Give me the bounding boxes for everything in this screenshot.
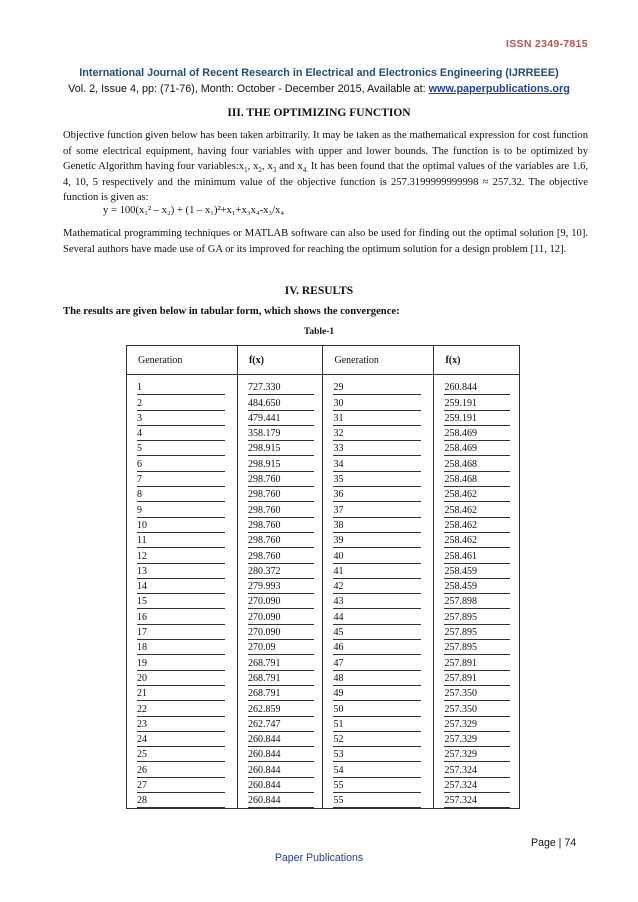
table-row <box>127 548 520 563</box>
table-cell-value: 10 <box>137 519 225 533</box>
table-cell <box>323 533 434 548</box>
table-cell <box>237 441 323 456</box>
table-cell-value: 20 <box>137 672 225 686</box>
table-cell-value: 257.895 <box>444 641 510 655</box>
table-cell <box>237 456 323 471</box>
table-cell <box>323 609 434 624</box>
table-cell <box>127 579 238 594</box>
table-cell <box>323 625 434 640</box>
table-cell-value: 258.459 <box>444 580 510 594</box>
table-cell <box>237 487 323 502</box>
table-cell-value: 33 <box>333 442 421 456</box>
table-cell-value: 21 <box>137 687 225 701</box>
table-cell-value: 298.760 <box>248 488 314 502</box>
table-cell-value: 25 <box>137 748 225 762</box>
table-cell <box>127 778 238 793</box>
table-cell <box>323 579 434 594</box>
header-generation-2: Generation <box>323 346 434 375</box>
table-caption: Table-1 <box>303 327 335 337</box>
journal-url-link[interactable]: www.paperpublications.org <box>428 83 570 95</box>
table-cell-value: 268.791 <box>248 672 314 686</box>
table-cell-value: 257.350 <box>444 703 510 717</box>
table-cell-value: 49 <box>333 687 421 701</box>
table-cell-value: 257.324 <box>444 764 510 778</box>
table-cell <box>323 701 434 716</box>
table-cell-value: 40 <box>333 550 421 564</box>
table-cell-value: 43 <box>333 595 421 609</box>
page-number: Page | 74 <box>531 837 577 849</box>
section-3-paragraph-2: Mathematical programming techniques or MATLAB software can also be used for finding out the optimal solution [9, 10]. Several authors have made use of GA or its improved for reaching the optimum solution for a design problem [11, 12]. <box>63 228 588 255</box>
table-row <box>127 701 520 716</box>
table-cell <box>434 778 520 793</box>
table-cell <box>237 762 323 777</box>
table-row <box>127 793 520 809</box>
table-cell-value: 22 <box>137 703 225 717</box>
table-cell-value: 30 <box>333 397 421 411</box>
table-row <box>127 625 520 640</box>
table-cell <box>237 686 323 701</box>
table-cell <box>323 502 434 517</box>
table-cell <box>237 671 323 686</box>
table-cell <box>323 793 434 809</box>
table-cell-value: 54 <box>333 764 421 778</box>
table-cell <box>323 778 434 793</box>
table-cell-value: 258.469 <box>444 427 510 441</box>
table-cell-value: 257.891 <box>444 672 510 686</box>
table-cell-value: 2 <box>137 397 225 411</box>
table-cell-value: 34 <box>333 458 421 472</box>
table-cell <box>434 441 520 456</box>
table-cell <box>127 762 238 777</box>
table-cell-value: 257.350 <box>444 687 510 701</box>
table-cell <box>237 732 323 747</box>
table-cell-value: 260.844 <box>444 381 510 395</box>
convergence-table <box>126 345 520 809</box>
table-cell <box>127 411 238 426</box>
table-cell-value: 28 <box>137 794 225 808</box>
table-cell-value: 257.891 <box>444 657 510 671</box>
table-cell <box>127 732 238 747</box>
table-cell-value: 55 <box>333 779 421 793</box>
table-cell <box>434 762 520 777</box>
table-cell-value: 279.993 <box>248 580 314 594</box>
table-cell <box>127 686 238 701</box>
table-cell <box>434 579 520 594</box>
section-3-heading: III. THE OPTIMIZING FUNCTION <box>227 107 411 119</box>
table-row <box>127 655 520 670</box>
table-cell <box>323 732 434 747</box>
table-cell-value: 262.859 <box>248 703 314 717</box>
table-cell <box>434 625 520 640</box>
table-cell <box>434 717 520 732</box>
table-cell <box>323 640 434 655</box>
table-cell-value: 31 <box>333 412 421 426</box>
table-cell <box>237 502 323 517</box>
table-row <box>127 778 520 793</box>
table-cell <box>237 426 323 441</box>
volume-info <box>0 83 638 95</box>
table-cell-value: 38 <box>333 519 421 533</box>
table-cell-value: 270.090 <box>248 611 314 625</box>
table-cell <box>237 778 323 793</box>
table-cell-value: 262.747 <box>248 718 314 732</box>
table-cell <box>237 655 323 670</box>
table-cell <box>127 717 238 732</box>
table-cell-value: 17 <box>137 626 225 640</box>
table-cell-value: 257.895 <box>444 626 510 640</box>
table-cell <box>323 747 434 762</box>
table-row <box>127 533 520 548</box>
table-cell-value: 51 <box>333 718 421 732</box>
table-cell-value: 35 <box>333 473 421 487</box>
table-cell-value: 53 <box>333 748 421 762</box>
table-cell <box>127 533 238 548</box>
table-cell-value: 13 <box>137 565 225 579</box>
table-cell-value: 258.462 <box>444 504 510 518</box>
table-cell <box>127 793 238 809</box>
section-4-heading: IV. RESULTS <box>284 285 354 297</box>
objective-formula: y = 100(x₁² – x₂) + (1 – x₁)²+x₁+x₃x₄-x₃/x₄ <box>103 205 285 216</box>
table-cell <box>323 594 434 609</box>
table-cell <box>434 380 520 395</box>
table-cell <box>434 548 520 563</box>
table-row <box>127 717 520 732</box>
table-cell <box>127 701 238 716</box>
header-fx-1: f(x) <box>237 346 323 375</box>
table-cell-value: 29 <box>333 381 421 395</box>
table-cell-value: 298.760 <box>248 534 314 548</box>
table-cell-value: 24 <box>137 733 225 747</box>
table-row <box>127 472 520 487</box>
table-cell <box>434 594 520 609</box>
table-cell <box>323 395 434 410</box>
publisher-footer: Paper Publications <box>274 852 364 864</box>
table-cell-value: 260.844 <box>248 794 314 808</box>
table-cell <box>434 655 520 670</box>
table-cell-value: 27 <box>137 779 225 793</box>
table-cell-value: 9 <box>137 504 225 518</box>
table-cell-value: 18 <box>137 641 225 655</box>
table-cell <box>127 487 238 502</box>
table-cell-value: 6 <box>137 458 225 472</box>
table-cell <box>237 548 323 563</box>
table-row <box>127 380 520 395</box>
table-row <box>127 441 520 456</box>
table-cell <box>127 518 238 533</box>
table-cell <box>127 548 238 563</box>
table-cell <box>127 625 238 640</box>
issn-label: ISSN 2349-7815 <box>506 38 588 50</box>
table-cell-value: 41 <box>333 565 421 579</box>
table-cell-value: 1 <box>137 381 225 395</box>
table-cell <box>237 640 323 655</box>
table-cell <box>127 671 238 686</box>
table-header-row <box>127 346 520 375</box>
table-cell-value: 44 <box>333 611 421 625</box>
table-cell <box>434 472 520 487</box>
table-cell <box>434 411 520 426</box>
table-cell-value: 257.329 <box>444 733 510 747</box>
journal-title: International Journal of Recent Research in Electrical and Electronics Engineering (IJRREEE) <box>79 67 559 79</box>
table-row <box>127 686 520 701</box>
table-cell-value: 32 <box>333 427 421 441</box>
table-cell-value: 257.324 <box>444 779 510 793</box>
table-row <box>127 426 520 441</box>
header-fx-2: f(x) <box>434 346 520 375</box>
table-cell <box>127 380 238 395</box>
table-cell <box>237 579 323 594</box>
table-cell <box>434 533 520 548</box>
table-cell <box>323 762 434 777</box>
table-cell-value: 47 <box>333 657 421 671</box>
table-cell <box>127 609 238 624</box>
table-cell-value: 46 <box>333 641 421 655</box>
table-cell <box>237 564 323 579</box>
table-cell-value: 4 <box>137 427 225 441</box>
table-cell <box>127 564 238 579</box>
table-cell <box>323 380 434 395</box>
table-cell <box>323 564 434 579</box>
table-row <box>127 579 520 594</box>
table-cell <box>434 487 520 502</box>
table-cell-value: 5 <box>137 442 225 456</box>
table-cell-value: 23 <box>137 718 225 732</box>
table-cell <box>127 655 238 670</box>
table-cell-value: 55 <box>333 794 421 808</box>
table-cell <box>127 441 238 456</box>
table-cell-value: 268.791 <box>248 657 314 671</box>
table-cell <box>237 395 323 410</box>
results-lead-text: The results are given below in tabular form, which shows the convergence: <box>63 306 400 317</box>
table-cell-value: 358.179 <box>248 427 314 441</box>
header-generation-1: Generation <box>127 346 238 375</box>
table-cell-value: 258.459 <box>444 565 510 579</box>
table-cell <box>434 701 520 716</box>
table-cell-value: 257.324 <box>444 794 510 808</box>
table-cell-value: 258.469 <box>444 442 510 456</box>
table-cell <box>237 411 323 426</box>
table-cell <box>237 533 323 548</box>
table-cell <box>237 701 323 716</box>
table-cell-value: 26 <box>137 764 225 778</box>
table-cell-value: 484.650 <box>248 397 314 411</box>
table-row <box>127 594 520 609</box>
table-cell-value: 259.191 <box>444 397 510 411</box>
table-cell-value: 270.090 <box>248 626 314 640</box>
table-cell <box>434 564 520 579</box>
table-cell-value: 42 <box>333 580 421 594</box>
table-cell <box>127 426 238 441</box>
table-cell <box>434 395 520 410</box>
table-row <box>127 502 520 517</box>
table-cell-value: 257.895 <box>444 611 510 625</box>
table-cell <box>127 640 238 655</box>
table-cell <box>434 793 520 809</box>
table-cell <box>127 395 238 410</box>
table-cell-value: 268.791 <box>248 687 314 701</box>
table-cell-value: 11 <box>137 534 225 548</box>
table-cell-value: 298.760 <box>248 473 314 487</box>
table-cell-value: 12 <box>137 550 225 564</box>
table-cell <box>237 594 323 609</box>
table-cell-value: 479.441 <box>248 412 314 426</box>
table-cell-value: 45 <box>333 626 421 640</box>
table-row <box>127 609 520 624</box>
table-cell-value: 298.760 <box>248 550 314 564</box>
table-cell <box>323 717 434 732</box>
table-cell-value: 298.760 <box>248 504 314 518</box>
table-row <box>127 564 520 579</box>
table-row <box>127 395 520 410</box>
table-cell-value: 39 <box>333 534 421 548</box>
table-cell-value: 257.898 <box>444 595 510 609</box>
table-cell-value: 15 <box>137 595 225 609</box>
table-cell-value: 259.191 <box>444 412 510 426</box>
table-cell-value: 298.760 <box>248 519 314 533</box>
table-cell <box>127 472 238 487</box>
table-cell <box>323 426 434 441</box>
table-cell <box>127 502 238 517</box>
table-cell <box>323 686 434 701</box>
table-row <box>127 640 520 655</box>
table-cell <box>323 671 434 686</box>
table-cell <box>237 747 323 762</box>
table-cell <box>237 625 323 640</box>
table-cell-value: 14 <box>137 580 225 594</box>
table-row <box>127 747 520 762</box>
table-cell-value: 48 <box>333 672 421 686</box>
table-cell-value: 258.468 <box>444 458 510 472</box>
table-cell-value: 260.844 <box>248 764 314 778</box>
table-cell-value: 258.462 <box>444 534 510 548</box>
table-cell-value: 52 <box>333 733 421 747</box>
table-cell-value: 3 <box>137 412 225 426</box>
paragraph-1-text-b: It has been found that the optimal values of the variables are 1.6, 4, 10, 5 respectively and the minimum value of the objective function is 257.3199999999998 ≈ 257.32. The objective function is given as: <box>63 161 589 204</box>
table-cell-value: 260.844 <box>248 748 314 762</box>
table-cell-value: 258.462 <box>444 488 510 502</box>
volume-text: Vol. 2, Issue 4, pp: (71-76), Month: October - December 2015, Available at: <box>68 83 429 95</box>
table-cell-value: 258.461 <box>444 550 510 564</box>
table-cell-value: 280.372 <box>248 565 314 579</box>
table-cell-value: 7 <box>137 473 225 487</box>
table-cell <box>434 426 520 441</box>
table-row <box>127 456 520 471</box>
table-cell <box>434 671 520 686</box>
table-cell-value: 270.090 <box>248 595 314 609</box>
table-cell <box>323 487 434 502</box>
table-cell-value: 257.329 <box>444 748 510 762</box>
table-body <box>127 375 520 809</box>
table-row <box>127 762 520 777</box>
table-cell <box>434 747 520 762</box>
table-cell <box>434 518 520 533</box>
table-row <box>127 671 520 686</box>
table-cell <box>237 793 323 809</box>
table-cell <box>323 411 434 426</box>
table-cell-value: 260.844 <box>248 733 314 747</box>
table-cell <box>127 456 238 471</box>
table-cell <box>237 717 323 732</box>
table-cell <box>237 380 323 395</box>
table-cell <box>434 686 520 701</box>
section-3-paragraph-1: Objective function given below has been taken arbitrarily. It may be taken as the mathematical expression for cost function of some electrical equipment, having four variables with upper and lower bounds. The function is to be optimized by Genetic Algorithm having four $variables:x_1$, $x_2$, $x_3$ and $x_{4.}$ It has been found that the optimal values of the variables are 1.6, 4, 10, 5 respectively and the minimum value of the objective function is 257.3199999999998 ≈ 257.32. The objective function is given as: <box>63 130 589 204</box>
table-cell <box>434 732 520 747</box>
table-cell-value: 257.329 <box>444 718 510 732</box>
table-cell-value: 258.462 <box>444 519 510 533</box>
table-row <box>127 518 520 533</box>
table-cell-value: 298.915 <box>248 442 314 456</box>
table-cell <box>434 456 520 471</box>
table-cell <box>323 548 434 563</box>
table-cell <box>237 472 323 487</box>
paragraph-1-text-a: Objective function given below has been taken arbitrarily. It may be taken as the mathematical expression for cost function of some electrical equipment, having four variables with upper and lower bounds. The function is to be optimized by Genetic Algorithm having four variables:x <box>63 130 588 173</box>
table-cell <box>127 747 238 762</box>
table-cell <box>434 640 520 655</box>
table-cell <box>323 655 434 670</box>
table-cell <box>323 518 434 533</box>
table-row <box>127 732 520 747</box>
table-cell <box>434 609 520 624</box>
table-cell-value: 298.915 <box>248 458 314 472</box>
table-cell-value: 270.09 <box>248 641 314 655</box>
table-cell-value: 8 <box>137 488 225 502</box>
table-cell-value: 19 <box>137 657 225 671</box>
table-cell-value: 50 <box>333 703 421 717</box>
table-row <box>127 411 520 426</box>
table-cell-value: 36 <box>333 488 421 502</box>
table-cell-value: 37 <box>333 504 421 518</box>
table-cell-value: 16 <box>137 611 225 625</box>
table-cell <box>434 502 520 517</box>
table-cell-value: 258.468 <box>444 473 510 487</box>
table-cell <box>127 594 238 609</box>
table-cell <box>323 441 434 456</box>
table-row <box>127 487 520 502</box>
table-cell <box>237 609 323 624</box>
table-cell-value: 260.844 <box>248 779 314 793</box>
table-cell <box>237 518 323 533</box>
table-cell-value: 727.330 <box>248 381 314 395</box>
table-cell <box>323 472 434 487</box>
table-cell <box>323 456 434 471</box>
